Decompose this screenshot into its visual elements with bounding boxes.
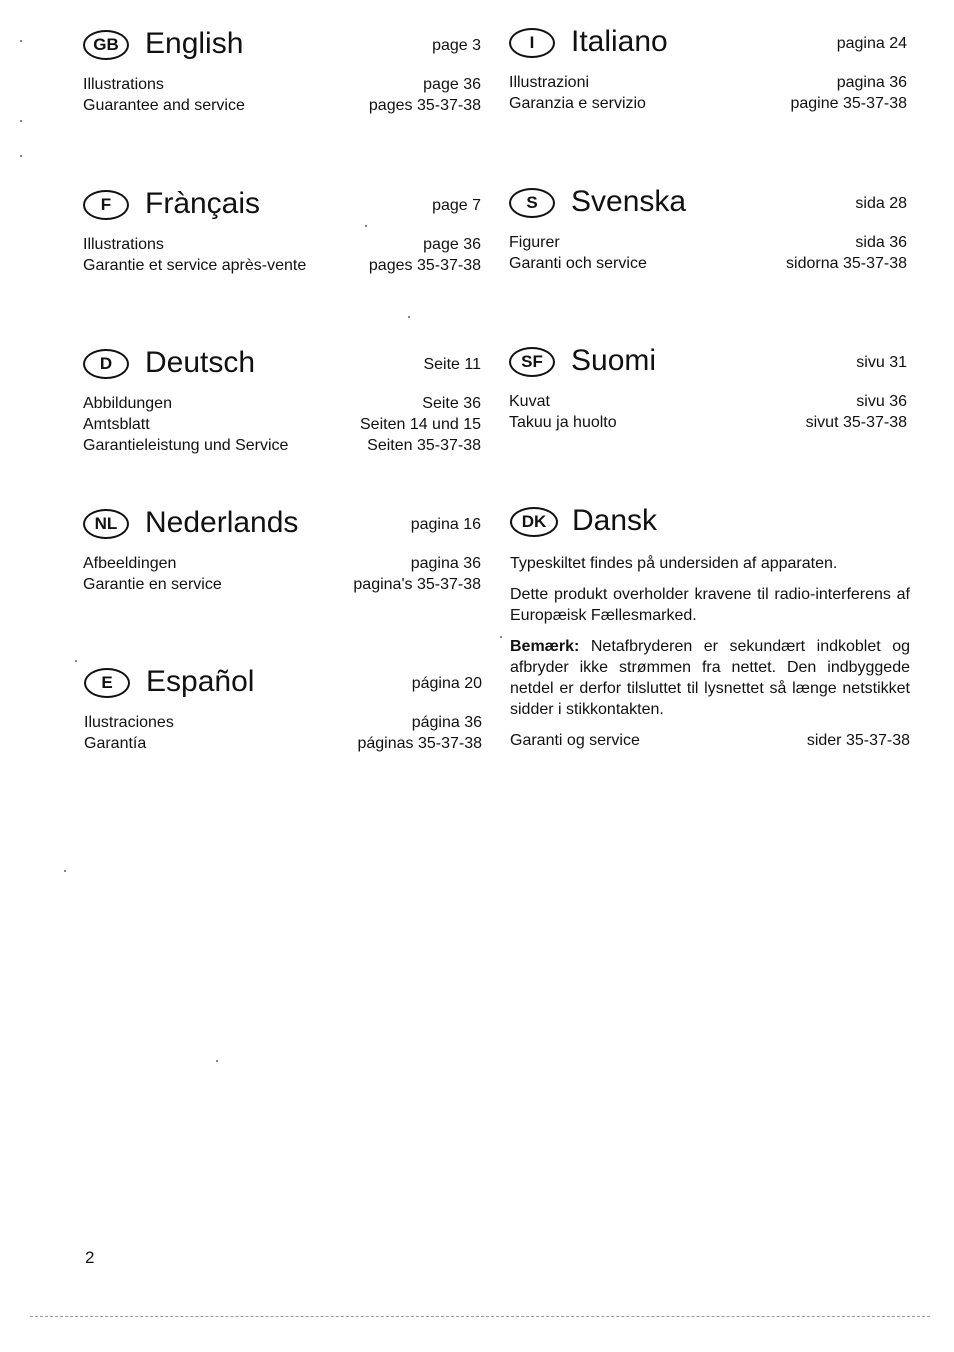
note-label: Bemærk:: [510, 638, 580, 655]
list-item: Ilustraciones página 36: [84, 714, 482, 731]
language-page-ref: sida 28: [855, 195, 907, 212]
language-title: Dansk: [572, 504, 658, 537]
language-badge-sf: SF: [509, 347, 555, 377]
language-page-ref: Seite 11: [423, 356, 481, 373]
list-item: Illustrations page 36: [83, 236, 481, 253]
language-badge-i: I: [509, 28, 555, 58]
language-title: Suomi: [571, 344, 657, 377]
language-badge-dk: DK: [510, 507, 558, 537]
section-nederlands: [83, 505, 481, 595]
scan-speck: [64, 870, 66, 872]
section-svenska: [509, 184, 907, 274]
section-francais: [83, 186, 481, 276]
language-badge-s: S: [509, 188, 555, 218]
scan-speck: [20, 155, 22, 157]
list-item: Takuu ja huolto sivut 35-37-38: [509, 414, 907, 431]
list-item: Abbildungen Seite 36: [83, 395, 481, 412]
scan-speck: [216, 1060, 218, 1062]
language-badge-gb: GB: [83, 30, 129, 60]
list-item: Garantie en service pagina's 35-37-38: [83, 576, 481, 593]
scan-speck: [365, 225, 367, 227]
language-title: Español: [146, 665, 255, 698]
list-item: Garantie et service après-vente pages 35-37-38: [83, 257, 481, 274]
language-title: Deutsch: [145, 346, 256, 379]
language-page-ref: página 20: [411, 675, 482, 692]
section-dansk: [510, 503, 910, 751]
language-page-ref: pagina 16: [410, 516, 481, 533]
scan-speck: [408, 316, 410, 318]
list-item: Illustrazioni pagina 36: [509, 74, 907, 91]
scan-speck: [75, 660, 77, 662]
section-italiano: [509, 24, 907, 114]
note-text: Netafbryderen er sekundært indkoblet og afbryder ikke strømmen fra nettet. Den indbyggede netdel er derfor tilsluttet til lysnettet så længe netstikket sidder i stikkontakten.: [510, 638, 910, 718]
language-page-ref: sivu 31: [856, 354, 907, 371]
language-title: Frànçais: [145, 187, 261, 220]
section-english: [83, 26, 481, 116]
section-suomi: [509, 343, 907, 433]
language-page-ref: page 7: [432, 197, 481, 214]
language-title: Italiano: [571, 25, 668, 58]
language-badge-e: E: [84, 668, 130, 698]
section-espanol: [84, 664, 482, 754]
language-badge-f: F: [83, 190, 129, 220]
list-item: Kuvat sivu 36: [509, 393, 907, 410]
list-item: Afbeeldingen pagina 36: [83, 555, 481, 572]
list-item: Figurer sida 36: [509, 234, 907, 251]
language-badge-d: D: [83, 349, 129, 379]
language-page-ref: pagina 24: [836, 35, 907, 52]
paragraph: Dette produkt overholder kravene til radio-interferens af Europæisk Fællesmarked.: [510, 586, 910, 624]
note-paragraph: [510, 636, 910, 720]
scan-artifact-line: [30, 1316, 930, 1317]
language-title: Nederlands: [145, 506, 299, 539]
language-title: Svenska: [571, 185, 687, 218]
list-item: Guarantee and service pages 35-37-38: [83, 97, 481, 114]
paragraph: Typeskiltet findes på undersiden af apparaten.: [510, 555, 838, 572]
scan-speck: [20, 120, 22, 122]
list-item: Illustrations page 36: [83, 76, 481, 93]
list-item: Garanti och service sidorna 35-37-38: [509, 255, 907, 272]
language-page-ref: page 3: [432, 37, 481, 54]
section-deutsch: [83, 345, 481, 456]
list-item: Garantieleistung und Service Seiten 35-37-38: [83, 437, 481, 454]
language-badge-nl: NL: [83, 509, 129, 539]
language-title: English: [145, 27, 244, 60]
scan-speck: [500, 636, 502, 638]
page-number: 2: [85, 1248, 95, 1267]
list-item: Garantía páginas 35-37-38: [84, 735, 482, 752]
list-item: Garanzia e servizio pagine 35-37-38: [509, 95, 907, 112]
list-item: Amtsblatt Seiten 14 und 15: [83, 416, 481, 433]
scan-speck: [20, 40, 22, 42]
list-item: Garanti og service sider 35-37-38: [510, 732, 910, 749]
